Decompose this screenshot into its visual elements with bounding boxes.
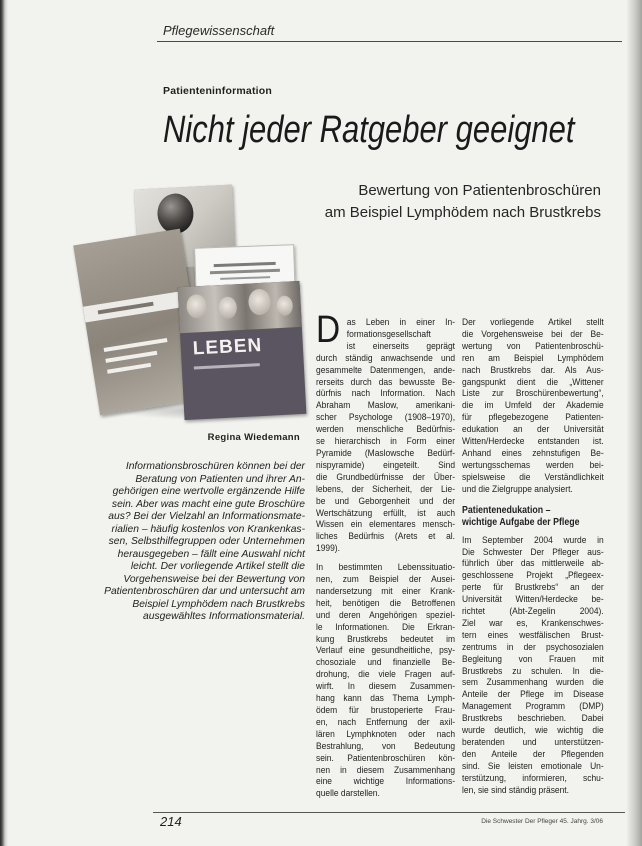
body-line: Anteile der Pflege im Disease <box>462 689 604 701</box>
body-line: liches Bedürfnis (Arets et al. <box>316 531 456 543</box>
brochure-text-block <box>104 338 168 352</box>
abstract-line: aus? Bei der Vielzahl an Informationsmate- <box>108 511 305 522</box>
body-line: Anhand eines zehnstufigen Be- <box>462 447 604 459</box>
body-line: In bestimmten Lebenssituatio- <box>316 562 456 574</box>
body-line: en, nach Entfernung der axil- <box>316 716 456 728</box>
body-line: terstützung, informieren, schu- <box>462 772 604 784</box>
body-line: Brustkrebs zu schulen. In die- <box>462 665 604 677</box>
body-line: edukation an der Universität <box>462 424 604 436</box>
body-line: beratenden und unterstützen- <box>462 737 604 748</box>
body-line: Wertschätzung erfüllt, ist auch <box>316 507 456 519</box>
brochure-text-block <box>220 276 270 280</box>
body-line: gesammelte Datenmengen, ande- <box>316 364 456 376</box>
brochure-text-block <box>214 262 276 267</box>
scan-edge-left <box>0 0 8 846</box>
photo-face <box>218 296 237 319</box>
body-line: nispyramide) eingeteilt. Sind <box>316 459 456 471</box>
body-line: Begleitung von Frauen mit <box>462 653 604 665</box>
body-line: nen, zum Beispiel der Ausei- <box>316 574 456 586</box>
body-line: für pflegebezogene Patienten- <box>462 412 604 424</box>
body-line: hang kann das Thema Lymph- <box>316 693 456 705</box>
body-line: len, sie sind ständig präsent. <box>462 784 570 796</box>
paragraph <box>316 309 456 555</box>
brochure-title-band <box>83 290 192 323</box>
body-line: Abraham Maslow, amerikani- <box>316 400 456 412</box>
body-line: lären Lymphknoten oder nach <box>316 728 456 740</box>
body-line: wertung von Patientenbroschü- <box>462 340 604 352</box>
abstract-line: Vorgehensweise bei der Bewertung von <box>123 573 305 585</box>
brochure-text-block <box>194 363 260 369</box>
scan-edge-right <box>626 0 642 846</box>
body-line: die Grundbedürfnisse der Über- <box>316 471 456 483</box>
body-line: durch ständig anwachsende und <box>316 352 456 364</box>
body-line: die im Umfeld der Akademie <box>462 400 604 412</box>
body-line: gangspunkt dient die „Wittener <box>462 376 604 388</box>
abstract-line: Beispiel Lymphödem nach Brustkrebs <box>132 598 305 610</box>
body-line: kung Brustkrebs bedeutet im <box>316 633 456 645</box>
drop-cap: D <box>316 309 341 351</box>
body-line: führlich über das mittlerweile ab- <box>462 558 604 570</box>
abstract <box>40 461 305 624</box>
body-line: und die Zielgruppe analysiert. <box>462 483 573 495</box>
abstract-line: ausgewähltes Informationsmaterial. <box>143 611 305 622</box>
body-line: Universität Witten/Herdecke be- <box>462 594 604 606</box>
body-line: Liste zur Broschürenbewertung“, <box>462 388 604 400</box>
abstract-line: sen, Selbsthilfegruppen oder Unternehmen <box>108 536 305 547</box>
body-line: lebens, der Sicherheit, der Lie- <box>316 483 456 495</box>
body-line: Pyramide (Maslowsche Bedürf- <box>316 447 456 459</box>
body-line: dürfnis nach Information. Nach <box>316 388 456 400</box>
brochure-leben <box>178 281 307 420</box>
body-line: nandersetzung mit einer Krank- <box>316 585 456 597</box>
abstract-line: rialien – häufig kostenlos von Krankenkas- <box>111 523 305 535</box>
abstract-line: Patientenbroschüren dar und untersucht am <box>104 586 305 597</box>
body-line: ödem für brustoperierte Frau- <box>316 705 456 716</box>
body-line: Im September 2004 wurde in <box>462 534 604 546</box>
body-line: eine wichtige Informations- <box>316 776 456 788</box>
body-line: spielsweise die Verständlichkeit <box>462 471 604 483</box>
body-line: scher Psychologe (1908–1970), <box>316 412 456 424</box>
body-line: heit, benötigen die Betroffenen <box>316 597 456 609</box>
abstract-line: Informationsbroschüren können bei der <box>125 461 305 472</box>
body-line: sem Zusammenhang wurden die <box>462 677 604 689</box>
body-line: se hierarchisch in Form einer <box>316 436 456 448</box>
photo-face <box>276 295 293 316</box>
brochure-text-block <box>210 269 280 274</box>
body-line: quelle darstellen. <box>316 788 380 800</box>
body-line: ist einerseits geprägt <box>346 340 456 352</box>
brochure-title-text-block <box>98 302 154 315</box>
body-line: chosoziale und finanzielle Be- <box>316 657 456 669</box>
body-line: sein. Patientenbroschüren kön- <box>316 752 456 764</box>
body-line: richtet (Abt-Zegelin 2004). <box>462 606 604 618</box>
body-line: wirft. In diesem Zusammen- <box>316 681 456 693</box>
body-line: sind. Sie leisten emotionale Un- <box>462 760 604 772</box>
footer-rule <box>153 812 625 813</box>
body-line: ren am Beispiel Lymphödem <box>462 352 604 364</box>
paragraph <box>316 562 455 800</box>
kicker: Patienteninformation <box>163 85 273 97</box>
body-line: formationsgesellschaft <box>346 328 431 340</box>
body-line: rerseits durch das bewusste Be- <box>316 376 456 388</box>
body-line: Bestrahlung, von Bedeutung <box>316 740 456 752</box>
paragraph <box>462 317 604 496</box>
body-line: tern eines westfälischen Brust- <box>462 629 604 641</box>
body-line: geschlossene Projekt „Pflegeex- <box>462 570 604 582</box>
photo-face <box>186 294 207 319</box>
body-line: perte für Brustkrebs“ an der <box>462 582 604 594</box>
column-right <box>462 317 604 797</box>
journal-citation: Die Schwester Der Pfleger 45. Jahrg. 3/06 <box>481 818 603 825</box>
brochure-leben-title: LEBEN <box>192 334 263 360</box>
brochure-text-block <box>105 351 157 363</box>
body-line: Der vorliegende Artikel stellt <box>462 317 604 328</box>
body-line: Verlauf eine gesundheitliche, psy- <box>316 645 456 657</box>
body-line: Ziel war es, Krankenschwes- <box>462 617 604 629</box>
body-line: be und Geborgenheit und der <box>316 495 456 507</box>
section-label: Pflegewissenschaft <box>163 23 275 38</box>
page-number: 214 <box>160 814 182 829</box>
body-line: Die Schwester Der Pfleger aus- <box>462 546 604 558</box>
body-line: die Vorgehensweise bei der Be- <box>462 328 604 340</box>
body-line: den Anteile der Pflegenden <box>462 748 604 760</box>
body-line: 1999). <box>316 543 340 555</box>
body-line: und deren Angehörigen speziel- <box>316 609 456 621</box>
abstract-line: gehörigen eine wertvolle ergänzende Hilfe <box>112 486 305 497</box>
subtitle <box>325 180 601 224</box>
body-line: Brustkrebs beschrieben. Dabei <box>462 713 604 725</box>
abstract-line: herausgegeben – fällt eine Auswahl nicht <box>117 548 305 560</box>
article-title: Nicht jeder Ratgeber geeignet <box>163 109 575 151</box>
body-line: wertungsschemas werden bei- <box>462 459 604 471</box>
brochure-photo-strip <box>178 281 302 333</box>
body-line: wurde deutlich, wie wichtig die <box>462 725 604 737</box>
subtitle-line: am Beispiel Lymphödem nach Brustkrebs <box>324 204 601 221</box>
body-line: le Informationen. Die Erkran- <box>316 621 456 633</box>
section-heading <box>462 505 604 529</box>
body-line: drohung, die viele Fragen auf- <box>316 669 456 681</box>
subtitle-line: Bewertung von Patientenbroschüren <box>358 182 601 199</box>
photo-face <box>248 288 271 315</box>
body-line: nach Brustkrebs dar. Als Aus- <box>462 364 604 376</box>
section-heading-line: wichtige Aufgabe der Pflege <box>462 516 580 528</box>
author-name: Regina Wiedemann <box>207 432 300 443</box>
column-middle <box>316 309 456 800</box>
body-line: werden menschliche Bedürfnis- <box>316 424 456 436</box>
section-heading-line: Patientenedukation – <box>462 504 551 516</box>
abstract-line: Beratung von Patienten und ihrer An- <box>135 473 305 485</box>
brochure-text-block <box>107 363 151 374</box>
body-line: Witten/Herdecke entstanden ist. <box>462 436 604 448</box>
header-rule <box>157 41 622 42</box>
abstract-line: leicht. Der vorliegende Artikel stellt die <box>130 561 305 572</box>
paragraph <box>462 535 604 797</box>
body-line: Wissen ein elementares mensch- <box>316 519 456 531</box>
body-line: nen in diesem Zusammenhang <box>316 764 456 776</box>
body-line: zentrums in der psychosozialen <box>462 641 604 653</box>
body-line: Management Programm (DMP) <box>462 701 604 713</box>
abstract-line: sein. Aber was macht eine gute Broschüre <box>111 498 305 510</box>
body-line: as Leben in einer In- <box>346 317 456 328</box>
